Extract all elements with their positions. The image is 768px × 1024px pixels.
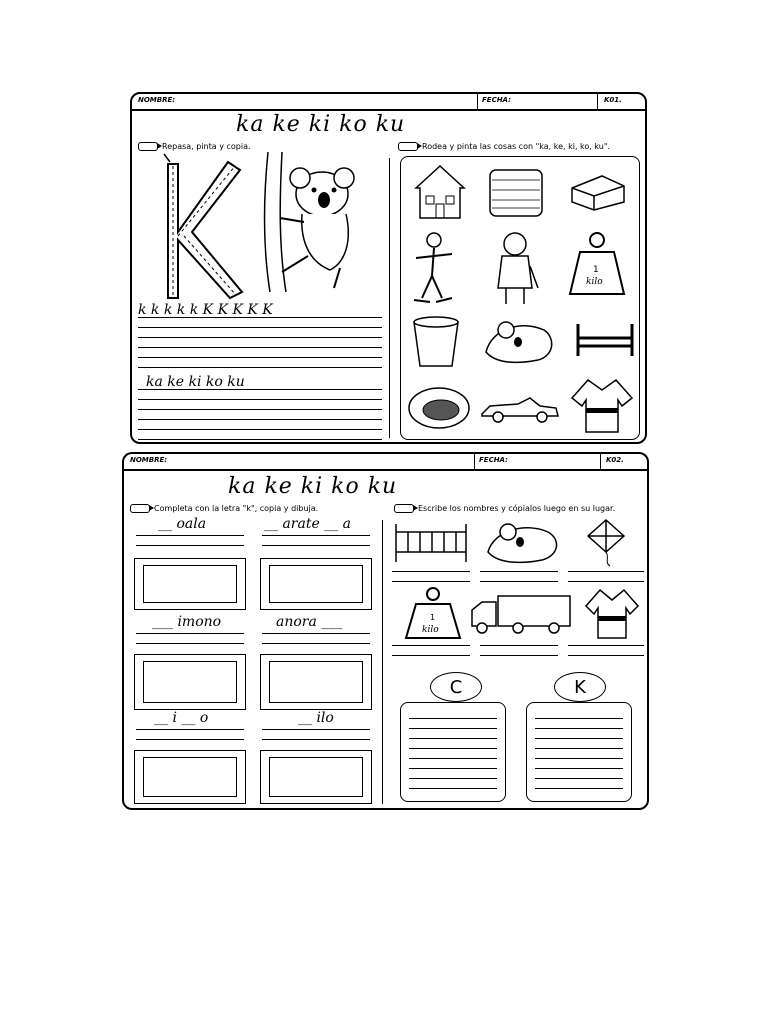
cheese-icon xyxy=(568,172,628,212)
writing-lines xyxy=(568,636,644,656)
sheet-code: K01. xyxy=(604,96,622,104)
left-instruction xyxy=(130,504,318,513)
word-kimono: ___ imono xyxy=(152,614,222,630)
right-instruction xyxy=(394,504,615,513)
kilo-label: kilo xyxy=(422,625,439,635)
writing-lines xyxy=(262,526,370,546)
writing-lines xyxy=(136,720,244,740)
oval-letter-c: C xyxy=(430,672,482,702)
name-label: NOMBRE: xyxy=(138,96,176,104)
writing-lines xyxy=(138,380,382,440)
kite-icon xyxy=(584,518,628,568)
drawing-frame xyxy=(260,654,372,710)
words-box-k xyxy=(526,702,632,802)
big-letter-k xyxy=(160,152,250,302)
left-instruction xyxy=(138,142,251,151)
worksheet-header xyxy=(124,454,647,471)
writing-lines xyxy=(568,562,644,582)
crib-icon xyxy=(392,522,470,564)
bed-icon xyxy=(574,320,636,360)
writing-lines xyxy=(392,636,470,656)
writing-lines xyxy=(136,526,244,546)
kilo-number: 1 xyxy=(430,613,436,622)
column-divider xyxy=(389,158,390,438)
koala-illustration xyxy=(260,152,360,292)
word-kilo: __ ilo xyxy=(298,710,334,726)
kimono-icon xyxy=(570,376,634,436)
right-instruction-text: Escribe los nombres y cópialos luego en su lugar. xyxy=(418,504,616,513)
right-instruction-text: Rodea y pinta las cosas con "ka, ke, ki, ko, ku". xyxy=(422,142,611,151)
writing-lines xyxy=(262,624,370,644)
worksheet-k01 xyxy=(130,92,647,444)
kleenex-box-icon xyxy=(486,164,546,220)
drawing-frame xyxy=(134,558,246,610)
kilo-weight-icon xyxy=(564,230,630,304)
bucket-icon xyxy=(408,312,468,370)
kilo-number: 1 xyxy=(593,265,599,275)
car-icon xyxy=(478,394,562,424)
right-instruction xyxy=(398,142,610,151)
left-instruction-text: Repasa, pinta y copia. xyxy=(162,142,251,151)
house-icon xyxy=(412,162,468,222)
sheet-code: K02. xyxy=(606,456,624,464)
word-kiko: __ i __ o xyxy=(154,710,209,726)
drawing-frame xyxy=(134,750,246,804)
pencil-icon xyxy=(130,504,150,513)
pencil-icon xyxy=(398,142,418,151)
writing-lines xyxy=(262,720,370,740)
eskimo-icon xyxy=(490,228,540,308)
date-label: FECHA: xyxy=(482,96,511,104)
drawing-frame xyxy=(260,558,372,610)
syllables-title: ka ke ki ko ku xyxy=(228,474,398,499)
pencil-icon xyxy=(138,142,158,151)
writing-lines xyxy=(138,308,382,368)
kilo-label: kilo xyxy=(586,277,603,287)
letter-k-row: k k k k k K K K K K xyxy=(138,302,273,318)
date-label: FECHA: xyxy=(479,456,508,464)
worksheet-k02 xyxy=(122,452,649,810)
writing-lines xyxy=(136,624,244,644)
column-divider xyxy=(382,520,383,804)
skier-icon xyxy=(406,228,462,308)
coconut-icon xyxy=(406,382,472,432)
left-instruction-text: Completa con la letra "k", copia y dibuja. xyxy=(154,504,319,513)
koala-icon xyxy=(482,316,558,366)
koala-icon xyxy=(484,520,564,564)
writing-lines xyxy=(480,562,558,582)
writing-lines xyxy=(535,709,623,789)
writing-lines xyxy=(409,709,497,789)
syllable-row: ka ke ki ko ku xyxy=(146,374,245,390)
drawing-frame xyxy=(260,750,372,804)
kimono-icon xyxy=(584,588,640,640)
syllables-title: ka ke ki ko ku xyxy=(236,112,406,137)
writing-lines xyxy=(392,562,470,582)
words-box-c xyxy=(400,702,506,802)
word-koala: __ oala xyxy=(158,516,207,532)
truck-icon xyxy=(468,592,574,636)
drawing-frame xyxy=(134,654,246,710)
writing-lines xyxy=(480,636,558,656)
kilo-weight-icon xyxy=(402,586,464,642)
word-karateka: __ arate __ a xyxy=(264,516,351,532)
name-label: NOMBRE: xyxy=(130,456,168,464)
oval-letter-k: K xyxy=(554,672,606,702)
word-kanora: anora ___ xyxy=(276,614,343,630)
pencil-icon xyxy=(394,504,414,513)
worksheet-header xyxy=(132,94,645,111)
